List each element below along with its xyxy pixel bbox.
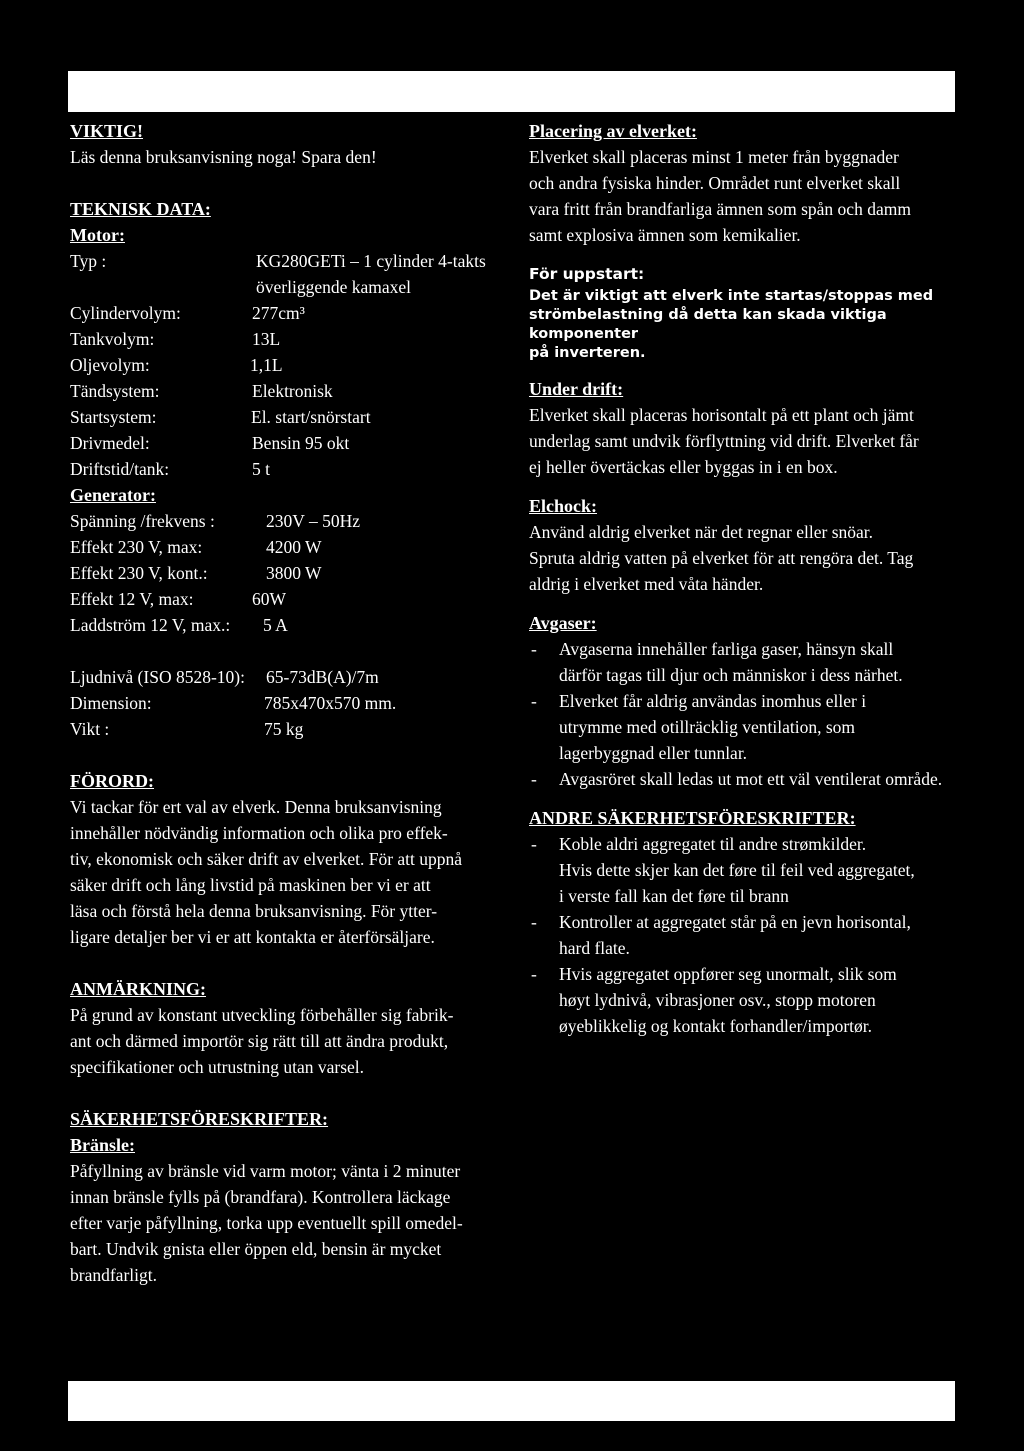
spec-row xyxy=(70,248,510,300)
right-column xyxy=(529,118,959,1039)
spec-row xyxy=(70,612,510,638)
spec-label: Typ : xyxy=(70,251,107,271)
anmarkning-heading: ANMÄRKNING: xyxy=(70,979,206,999)
placering-line: Elverket skall placeras minst 1 meter från byggnader xyxy=(529,147,899,167)
spec-label: Effekt 12 V, max: xyxy=(70,589,194,609)
uppstart-line: på inverteren. xyxy=(529,345,646,361)
list-item-line: Hvis dette skjer kan det føre til feil ved aggregatet, xyxy=(559,860,915,880)
bransle-line: innan bränsle fylls på (brandfara). Kontrollera läckage xyxy=(70,1187,451,1207)
spec-label: Vikt : xyxy=(70,719,110,739)
spec-label: Driftstid/tank: xyxy=(70,459,170,479)
spec-row xyxy=(70,326,510,352)
forord-line: ligare detaljer ber vi er att kontakta er återförsäljare. xyxy=(70,927,435,947)
list-item xyxy=(529,909,959,961)
spec-value: 277cm³ xyxy=(252,303,305,323)
anmarkning-line: På grund av konstant utveckling förbehåller sig fabrik- xyxy=(70,1005,454,1025)
spec-value: 13L xyxy=(252,329,281,349)
spec-label: Effekt 230 V, kont.: xyxy=(70,563,208,583)
spec-value: 3800 W xyxy=(266,563,322,583)
bransle-line: brandfarligt. xyxy=(70,1265,157,1285)
placering-line: samt explosiva ämnen som kemikalier. xyxy=(529,225,801,245)
spec-value: Elektronisk xyxy=(252,381,333,401)
spec-row xyxy=(70,508,510,534)
spec-row xyxy=(70,716,510,742)
spec-row xyxy=(70,300,510,326)
elchock-line: Spruta aldrig vatten på elverket för att rengöra det. Tag xyxy=(529,548,914,568)
list-item-line: - Avgaserna innehåller farliga gaser, hänsyn skall xyxy=(559,639,894,659)
spec-row xyxy=(70,352,510,378)
spec-row xyxy=(70,378,510,404)
list-item xyxy=(529,688,959,766)
list-item xyxy=(529,636,959,688)
spec-label: Spänning /frekvens : xyxy=(70,511,215,531)
avgaser-list xyxy=(529,636,959,792)
elchock-line: aldrig i elverket med våta händer. xyxy=(529,574,764,594)
spec-row xyxy=(70,456,510,482)
generator-heading: Generator: xyxy=(70,485,156,505)
list-item xyxy=(529,766,959,792)
spec-row xyxy=(70,404,510,430)
spec-label: Tankvolym: xyxy=(70,329,155,349)
bransle-heading: Bränsle: xyxy=(70,1135,135,1155)
list-item-line: därför tagas till djur och människor i dess närhet. xyxy=(559,665,903,685)
spec-label: Tändsystem: xyxy=(70,381,160,401)
spec-row xyxy=(70,690,510,716)
motor-heading: Motor: xyxy=(70,225,125,245)
list-item-line: høyt lydnivå, vibrasjoner osv., stopp motoren xyxy=(559,990,876,1010)
spec-value: 60W xyxy=(252,589,287,609)
spec-row xyxy=(70,586,510,612)
list-item-line: - Elverket får aldrig användas inomhus eller i xyxy=(559,691,867,711)
spec-value: 230V – 50Hz xyxy=(266,511,360,531)
list-item-line: - Hvis aggregatet oppfører seg unormalt, slik som xyxy=(559,964,897,984)
anmarkning-line: ant och därmed importör sig rätt till att ändra produkt, xyxy=(70,1031,449,1051)
list-item-line: utrymme med otillräcklig ventilation, som xyxy=(559,717,855,737)
header-bar xyxy=(68,71,955,112)
spec-value: 785x470x570 mm. xyxy=(264,693,397,713)
drift-line: Elverket skall placeras horisontalt på ett plant och jämt xyxy=(529,405,914,425)
spec-value: 1,1L xyxy=(250,355,283,375)
spec-row xyxy=(70,430,510,456)
spec-label: Dimension: xyxy=(70,693,152,713)
list-item-line: i verste fall kan det føre til brann xyxy=(559,886,789,906)
drift-heading: Under drift: xyxy=(529,379,624,399)
spec-row xyxy=(70,534,510,560)
uppstart-heading: För uppstart: xyxy=(529,265,645,283)
spec-value: 75 kg xyxy=(264,719,304,739)
forord-line: Vi tackar för ert val av elverk. Denna bruksanvisning xyxy=(70,797,442,817)
avgaser-heading: Avgaser: xyxy=(529,613,597,633)
forord-line: säker drift och lång livstid på maskinen ber vi er att xyxy=(70,875,431,895)
spec-label: Laddström 12 V, max.: xyxy=(70,615,231,635)
spec-value: 4200 W xyxy=(266,537,322,557)
bransle-line: Påfyllning av bränsle vid varm motor; vänta i 2 minuter xyxy=(70,1161,461,1181)
placering-heading: Placering av elverket: xyxy=(529,121,697,141)
placering-line: och andra fysiska hinder. Området runt elverket skall xyxy=(529,173,901,193)
list-item-line: lagerbyggnad eller tunnlar. xyxy=(559,743,748,763)
drift-line: underlag samt undvik förflyttning vid drift. Elverket får xyxy=(529,431,919,451)
spec-value: 65-73dB(A)/7m xyxy=(266,667,379,687)
bransle-line: efter varje påfyllning, torka upp eventuellt spill omedel- xyxy=(70,1213,463,1233)
placering-line: vara fritt från brandfarliga ämnen som spån och damm xyxy=(529,199,911,219)
spec-value-cont: överliggende kamaxel xyxy=(256,277,412,297)
list-item-line: - Koble aldri aggregatet til andre strømkilder. xyxy=(559,834,867,854)
forord-line: läsa och förstå hela denna bruksanvisning. För ytter- xyxy=(70,901,438,921)
spec-label: Drivmedel: xyxy=(70,433,150,453)
spec-value: El. start/snörstart xyxy=(251,407,371,427)
spec-value: Bensin 95 okt xyxy=(252,433,350,453)
drift-line: ej heller övertäckas eller byggas in i en box. xyxy=(529,457,838,477)
spec-value: 5 A xyxy=(263,615,288,635)
andre-heading: ANDRE SÄKERHETSFÖRESKRIFTER: xyxy=(529,808,856,828)
sakerhet-heading: SÄKERHETSFÖRESKRIFTER: xyxy=(70,1109,329,1129)
anmarkning-line: specifikationer och utrustning utan varsel. xyxy=(70,1057,365,1077)
left-column xyxy=(70,118,510,1288)
spec-label: Effekt 230 V, max: xyxy=(70,537,203,557)
spec-value: 5 t xyxy=(252,459,270,479)
list-item-line: - Avgasröret skall ledas ut mot ett väl ventilerat område. xyxy=(559,769,943,789)
list-item-line: - Kontroller at aggregatet står på en jevn horisontal, xyxy=(559,912,911,932)
bransle-line: bart. Undvik gnista eller öppen eld, bensin är mycket xyxy=(70,1239,442,1259)
spec-label: Startsystem: xyxy=(70,407,157,427)
teknisk-heading: TEKNISK DATA: xyxy=(70,199,211,219)
list-item xyxy=(529,831,959,909)
forord-line: innehåller nödvändig information och olika pro effek- xyxy=(70,823,448,843)
uppstart-line: strömbelastning då detta kan skada viktiga komponenter xyxy=(529,307,887,342)
list-item-line: hard flate. xyxy=(559,938,630,958)
spec-row xyxy=(70,560,510,586)
spec-value: KG280GETi – 1 cylinder 4-takts xyxy=(256,251,486,271)
viktig-text: Läs denna bruksanvisning noga! Spara den! xyxy=(70,147,377,167)
forord-line: tiv, ekonomisk och säker drift av elverket. För att uppnå xyxy=(70,849,463,869)
elchock-heading: Elchock: xyxy=(529,496,598,516)
spec-label: Oljevolym: xyxy=(70,355,150,375)
footer-bar xyxy=(68,1381,955,1421)
spec-row xyxy=(70,664,510,690)
elchock-line: Använd aldrig elverket när det regnar eller snöar. xyxy=(529,522,874,542)
spec-label: Ljudnivå (ISO 8528-10): xyxy=(70,667,245,687)
viktig-heading: VIKTIG! xyxy=(70,121,144,141)
forord-heading: FÖRORD: xyxy=(70,771,154,791)
list-item-line: øyeblikkelig og kontakt forhandler/importør. xyxy=(559,1016,872,1036)
andre-list xyxy=(529,831,959,1039)
spec-label: Cylindervolym: xyxy=(70,303,181,323)
uppstart-line: Det är viktigt att elverk inte startas/stoppas med xyxy=(529,288,934,304)
list-item xyxy=(529,961,959,1039)
